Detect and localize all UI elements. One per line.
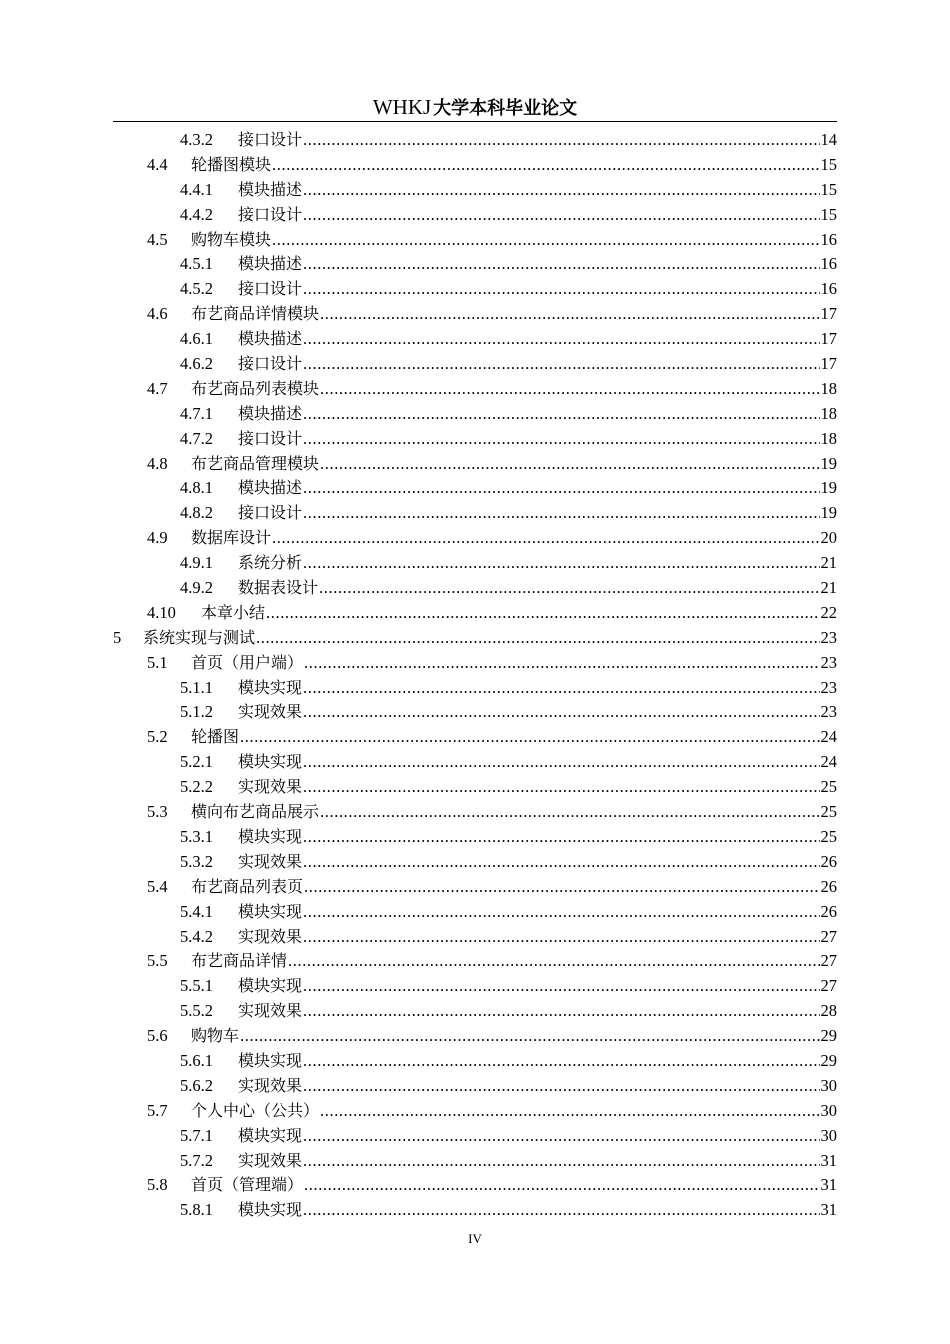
toc-entry-number: 4.4 [147,154,168,174]
toc-entry-title: 实现效果 [238,1150,303,1170]
toc-entry-number: 5.3.1 [180,826,213,846]
toc-entry-title: 接口设计 [238,428,303,448]
toc-entry-number: 4.7.1 [180,403,213,423]
toc-entry-number: 5.3 [147,802,168,822]
toc-entry-number: 5.7 [147,1100,168,1120]
toc-entry-number: 5.4.1 [180,901,213,921]
toc-entry-page: 27 [820,951,837,971]
toc-entry-number: 4.4.2 [180,204,213,224]
toc-entry[interactable] [113,551,837,576]
toc-entry-title: 模块描述 [238,478,303,498]
toc-entry[interactable] [113,875,837,900]
toc-entry-number: 4.7 [147,378,168,398]
toc-entry-page: 26 [820,876,837,896]
toc-entry-title: 实现效果 [238,1075,303,1095]
toc-entry-title: 实现效果 [238,851,303,871]
toc-entry-title: 首页（用户端） [191,652,304,672]
toc-entry-title: 实现效果 [238,777,303,797]
toc-entry-number: 4.5 [147,229,168,249]
toc-dot-leader [320,1099,819,1124]
toc-entry-page: 21 [820,553,837,573]
toc-entry[interactable] [113,601,837,626]
toc-entry-number: 5.6.2 [180,1075,213,1095]
toc-dot-leader [304,875,819,900]
toc-entry[interactable] [113,1124,837,1149]
toc-dot-leader [320,452,819,477]
toc-entry-number: 4.7.2 [180,428,213,448]
toc-entry-page: 19 [820,478,837,498]
toc-entry-page: 25 [820,802,837,822]
toc-entry-title: 布艺商品列表页 [191,876,304,896]
toc-entry[interactable] [113,850,837,875]
toc-entry-number: 5.2 [147,727,168,747]
toc-entry-number: 4.8.2 [180,503,213,523]
toc-dot-leader [303,925,819,950]
toc-entry-page: 20 [820,528,837,548]
toc-entry-number: 5 [113,627,122,647]
toc-entry[interactable] [113,402,837,427]
toc-entry[interactable] [113,1074,837,1099]
toc-entry[interactable] [113,651,837,676]
toc-dot-leader [303,203,819,228]
toc-entry[interactable] [113,700,837,725]
toc-entry-title: 本章小结 [201,602,266,622]
toc-entry[interactable] [113,725,837,750]
toc-dot-leader [303,1149,819,1174]
toc-entry-number: 5.6 [147,1026,168,1046]
toc-entry-title: 接口设计 [238,354,303,374]
toc-entry-number: 4.4.1 [180,179,213,199]
toc-entry-number: 5.2.1 [180,752,213,772]
page-header [113,93,837,122]
toc-entry-title: 模块描述 [238,179,303,199]
toc-entry-number: 4.5.1 [180,254,213,274]
toc-entry[interactable] [113,925,837,950]
toc-entry[interactable] [113,252,837,277]
toc-entry-page: 23 [820,652,837,672]
toc-entry-title: 布艺商品详情 [191,951,288,971]
page-number: IV [468,1231,482,1246]
toc-entry[interactable] [113,775,837,800]
toc-dot-leader [303,700,819,725]
toc-entry-title: 个人中心（公共） [191,1100,320,1120]
toc-entry-number: 5.8 [147,1175,168,1195]
toc-entry-page: 19 [820,503,837,523]
toc-entry-page: 18 [820,378,837,398]
toc-entry-page: 19 [820,453,837,473]
toc-dot-leader [266,601,819,626]
toc-entry-title: 数据表设计 [238,578,319,598]
toc-entry[interactable] [113,576,837,601]
toc-entry-title: 模块描述 [238,254,303,274]
toc-entry[interactable] [113,1173,837,1198]
toc-entry-title: 实现效果 [238,926,303,946]
toc-entry-page: 18 [820,428,837,448]
toc-entry-number: 4.9.2 [180,578,213,598]
header-school-name: WHKJ [372,95,432,119]
toc-entry-number: 5.1 [147,652,168,672]
toc-entry-title: 模块实现 [238,826,303,846]
toc-entry[interactable] [113,1198,837,1223]
toc-entry-number: 5.3.2 [180,851,213,871]
toc-entry-title: 模块实现 [238,1125,303,1145]
toc-entry-title: 首页（管理端） [191,1175,304,1195]
toc-entry-page: 16 [820,279,837,299]
toc-dot-leader [303,1049,819,1074]
toc-entry-page: 22 [820,602,837,622]
table-of-contents [113,128,837,1223]
toc-entry-number: 5.1.2 [180,702,213,722]
toc-dot-leader [272,526,819,551]
toc-entry-number: 5.7.1 [180,1125,213,1145]
header-document-title: 大学本科毕业论文 [433,98,578,119]
toc-entry-title: 购物车模块 [191,229,272,249]
toc-entry-page: 16 [820,254,837,274]
toc-entry-title: 模块实现 [238,677,303,697]
toc-entry-number: 4.9 [147,528,168,548]
toc-entry-page: 30 [820,1075,837,1095]
toc-entry-page: 29 [820,1050,837,1070]
toc-entry[interactable] [113,949,837,974]
toc-dot-leader [303,1198,819,1223]
toc-dot-leader [240,725,819,750]
toc-entry-page: 17 [820,329,837,349]
toc-entry[interactable] [113,825,837,850]
toc-entry-page: 15 [820,154,837,174]
toc-entry[interactable] [113,526,837,551]
toc-entry-page: 31 [820,1150,837,1170]
toc-entry-page: 23 [820,627,837,647]
toc-entry-title: 轮播图模块 [191,154,272,174]
toc-entry-number: 5.4.2 [180,926,213,946]
toc-entry-title: 系统分析 [238,553,303,573]
toc-entry-number: 4.3.2 [180,130,213,149]
toc-entry-number: 4.6 [147,304,168,324]
toc-entry-page: 15 [820,204,837,224]
toc-entry-title: 布艺商品列表模块 [191,378,320,398]
toc-entry[interactable] [113,626,837,651]
toc-entry-number: 5.4 [147,876,168,896]
toc-entry[interactable] [113,501,837,526]
toc-entry-title: 实现效果 [238,1001,303,1021]
toc-entry-page: 23 [820,702,837,722]
toc-entry[interactable] [113,128,837,153]
toc-entry-title: 系统实现与测试 [143,627,256,647]
toc-entry-page: 31 [820,1175,837,1195]
toc-entry-page: 25 [820,826,837,846]
toc-entry[interactable] [113,1149,837,1174]
toc-dot-leader [303,178,819,203]
toc-entry[interactable] [113,203,837,228]
toc-dot-leader [303,128,819,153]
toc-entry-page: 27 [820,976,837,996]
toc-entry-number: 5.2.2 [180,777,213,797]
toc-dot-leader [303,775,819,800]
toc-entry-title: 模块实现 [238,1200,303,1220]
toc-entry-number: 4.8.1 [180,478,213,498]
toc-dot-leader [320,800,819,825]
toc-entry-title: 模块实现 [238,976,303,996]
toc-dot-leader [303,825,819,850]
toc-dot-leader [303,277,819,302]
toc-entry-title: 接口设计 [238,279,303,299]
toc-entry[interactable] [113,277,837,302]
toc-entry-number: 4.5.2 [180,279,213,299]
toc-entry[interactable] [113,476,837,501]
toc-dot-leader [240,1024,819,1049]
toc-dot-leader [256,626,819,651]
toc-entry-number: 4.6.1 [180,329,213,349]
toc-entry-title: 接口设计 [238,130,303,149]
toc-entry[interactable] [113,900,837,925]
toc-entry-page: 24 [820,727,837,747]
toc-entry-page: 29 [820,1026,837,1046]
toc-entry[interactable] [113,800,837,825]
toc-entry[interactable] [113,974,837,999]
toc-dot-leader [272,228,819,253]
toc-entry-title: 模块实现 [238,1050,303,1070]
toc-entry[interactable] [113,427,837,452]
toc-entry-number: 4.9.1 [180,553,213,573]
toc-dot-leader [303,402,819,427]
toc-entry-title: 模块描述 [238,403,303,423]
toc-entry-page: 25 [820,777,837,797]
toc-entry-page: 16 [820,229,837,249]
toc-entry[interactable] [113,452,837,477]
toc-entry[interactable] [113,750,837,775]
toc-dot-leader [303,252,819,277]
toc-entry-title: 模块实现 [238,901,303,921]
toc-dot-leader [303,676,819,701]
toc-entry-number: 5.7.2 [180,1150,213,1170]
toc-dot-leader [303,900,819,925]
toc-dot-leader [303,1074,819,1099]
toc-entry-title: 数据库设计 [191,528,272,548]
toc-dot-leader [304,651,819,676]
toc-entry-page: 26 [820,901,837,921]
toc-entry-title: 布艺商品详情模块 [191,304,320,324]
toc-entry[interactable] [113,1024,837,1049]
toc-dot-leader [320,377,819,402]
toc-dot-leader [303,501,819,526]
toc-entry[interactable] [113,228,837,253]
toc-entry-number: 5.5.1 [180,976,213,996]
toc-entry-page: 14 [820,130,837,149]
toc-dot-leader [303,1124,819,1149]
toc-dot-leader [303,999,819,1024]
toc-entry-number: 4.6.2 [180,354,213,374]
toc-entry-title: 接口设计 [238,204,303,224]
toc-entry-number: 5.5.2 [180,1001,213,1021]
toc-dot-leader [303,427,819,452]
toc-entry-page: 15 [820,179,837,199]
toc-dot-leader [303,850,819,875]
toc-entry-page: 30 [820,1100,837,1120]
toc-dot-leader [319,576,819,601]
toc-entry-page: 30 [820,1125,837,1145]
toc-entry[interactable] [113,302,837,327]
toc-dot-leader [303,750,819,775]
toc-entry-title: 横向布艺商品展示 [191,802,320,822]
toc-entry-page: 18 [820,403,837,423]
toc-entry-page: 31 [820,1200,837,1220]
toc-entry-title: 接口设计 [238,503,303,523]
toc-entry-page: 17 [820,304,837,324]
toc-dot-leader [303,352,819,377]
toc-entry-title: 实现效果 [238,702,303,722]
toc-entry-number: 4.10 [147,602,176,622]
toc-dot-leader [304,1173,819,1198]
toc-entry-page: 23 [820,677,837,697]
toc-entry-number: 5.8.1 [180,1200,213,1220]
toc-dot-leader [303,476,819,501]
toc-entry-title: 轮播图 [191,727,240,747]
toc-entry-number: 4.8 [147,453,168,473]
toc-entry[interactable] [113,999,837,1024]
toc-entry-page: 27 [820,926,837,946]
toc-dot-leader [272,153,819,178]
toc-dot-leader [320,302,819,327]
toc-entry[interactable] [113,377,837,402]
toc-entry-title: 模块实现 [238,752,303,772]
toc-entry[interactable] [113,1099,837,1124]
toc-entry[interactable] [113,327,837,352]
toc-entry-number: 5.5 [147,951,168,971]
toc-entry-page: 28 [820,1001,837,1021]
toc-dot-leader [288,949,819,974]
toc-entry[interactable] [113,1049,837,1074]
toc-dot-leader [303,551,819,576]
toc-entry-page: 26 [820,851,837,871]
toc-entry-number: 5.6.1 [180,1050,213,1070]
toc-entry-title: 购物车 [191,1026,240,1046]
toc-entry[interactable] [113,676,837,701]
toc-entry-page: 24 [820,752,837,772]
toc-dot-leader [303,974,819,999]
toc-dot-leader [303,327,819,352]
toc-entry-title: 布艺商品管理模块 [191,453,320,473]
toc-entry-title: 模块描述 [238,329,303,349]
toc-entry[interactable] [113,352,837,377]
toc-entry[interactable] [113,153,837,178]
toc-entry-page: 17 [820,354,837,374]
toc-entry-number: 5.1.1 [180,677,213,697]
toc-entry-page: 21 [820,578,837,598]
toc-entry[interactable] [113,178,837,203]
